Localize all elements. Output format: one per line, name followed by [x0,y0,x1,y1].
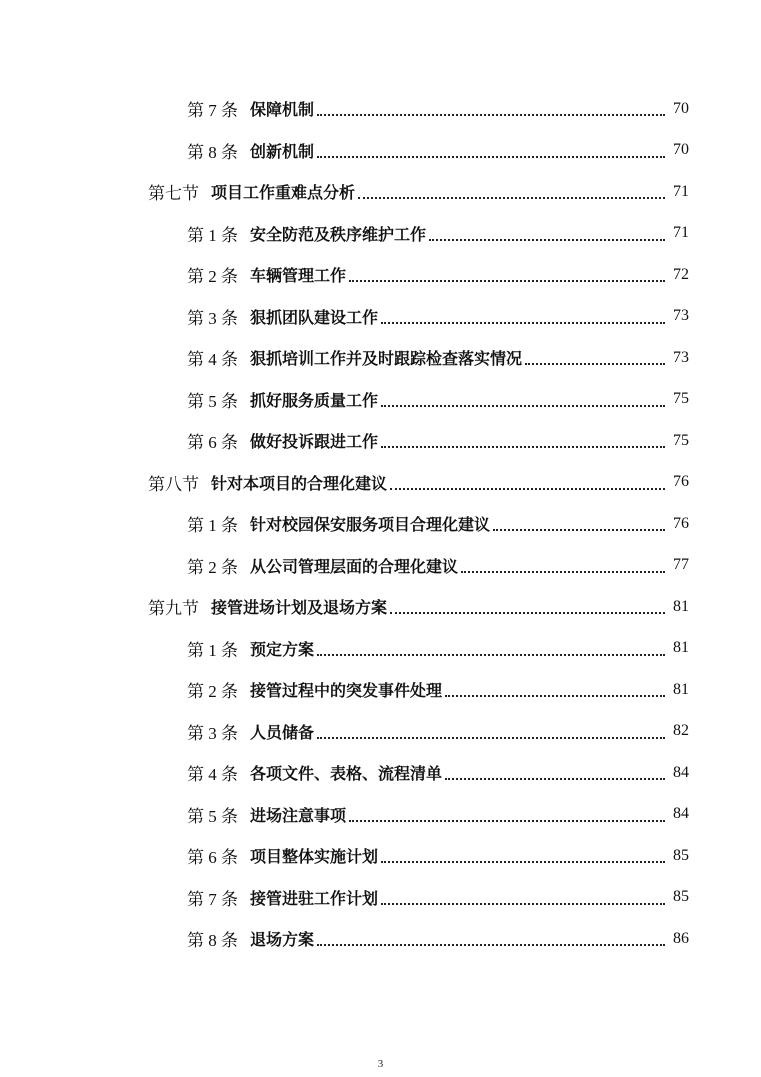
toc-entry[interactable] [0,171,761,213]
toc-entry-number: 第 3 条 [187,723,238,743]
toc-entry[interactable] [0,545,761,587]
toc-entry-title: 接管进场计划及退场方案 [211,598,388,618]
toc-entry[interactable] [0,379,761,421]
dot-leader [381,404,665,407]
toc-entry[interactable] [0,752,761,794]
toc-entry-page: 81 [673,597,689,615]
toc-entry-page: 85 [673,846,689,864]
dot-leader [317,943,665,946]
dot-leader [317,736,665,739]
toc-entry-number: 第 2 条 [187,682,238,702]
toc-entry-page: 71 [673,224,689,242]
toc-entry-number: 第八节 [148,474,199,494]
dot-leader [381,321,665,324]
toc-entry-number: 第 1 条 [187,640,238,660]
toc-entry[interactable] [0,918,761,960]
toc-entry-page: 85 [673,888,689,906]
dot-leader [381,445,665,448]
toc-entry-title: 狠抓团队建设工作 [250,307,379,327]
toc-entry[interactable] [0,213,761,255]
toc-entry-page: 76 [673,514,689,532]
toc-entry-title: 从公司管理层面的合理化建议 [250,556,459,576]
toc-entry-title: 针对本项目的合理化建议 [211,473,388,493]
dot-leader [317,113,665,116]
toc-entry-title: 针对校园保安服务项目合理化建议 [250,515,491,535]
toc-entry[interactable] [0,296,761,338]
toc-entry-page: 77 [673,556,689,574]
toc-entry-title: 安全防范及秩序维护工作 [250,224,427,244]
toc-entry-number: 第 8 条 [187,931,238,951]
toc-entry[interactable] [0,835,761,877]
toc-entry-number: 第 5 条 [187,391,238,411]
toc-entry-number: 第 7 条 [187,889,238,909]
toc-entry-page: 73 [673,348,689,366]
dot-leader [381,860,665,863]
toc-entry-page: 71 [673,182,689,200]
toc-entry-number: 第 2 条 [187,267,238,287]
dot-leader [358,196,665,199]
toc-entry-title: 抓好服务质量工作 [250,390,379,410]
toc-entry[interactable] [0,877,761,919]
dot-leader [525,362,665,365]
toc-entry-title: 创新机制 [250,141,315,161]
toc-entry[interactable] [0,254,761,296]
toc-entry[interactable] [0,130,761,172]
dot-leader [349,279,665,282]
toc-entry-page: 86 [673,929,689,947]
toc-entry[interactable] [0,420,761,462]
toc-entry-title: 接管进驻工作计划 [250,888,379,908]
table-of-contents [0,88,761,960]
dot-leader [349,819,665,822]
toc-entry-page: 75 [673,390,689,408]
toc-entry[interactable] [0,88,761,130]
dot-leader [381,902,665,905]
dot-leader [317,653,665,656]
toc-entry[interactable] [0,462,761,504]
toc-entry-title: 进场注意事项 [250,805,347,825]
toc-entry-title: 狠抓培训工作并及时跟踪检查落实情况 [250,349,523,369]
toc-entry-page: 70 [673,141,689,159]
toc-entry-page: 72 [673,265,689,283]
toc-entry-number: 第七节 [148,184,199,204]
toc-entry-number: 第 5 条 [187,806,238,826]
toc-entry[interactable] [0,711,761,753]
dot-leader [429,238,665,241]
toc-entry[interactable] [0,337,761,379]
toc-entry-title: 项目工作重难点分析 [211,183,356,203]
toc-entry-number: 第 8 条 [187,142,238,162]
toc-entry-number: 第九节 [148,599,199,619]
toc-entry-page: 81 [673,680,689,698]
toc-entry-title: 预定方案 [250,639,315,659]
toc-entry-page: 70 [673,99,689,117]
dot-leader [493,528,665,531]
toc-entry-title: 接管过程中的突发事件处理 [250,681,443,701]
dot-leader [390,487,665,490]
toc-entry-number: 第 4 条 [187,350,238,370]
toc-entry-page: 84 [673,805,689,823]
page-number: 3 [377,1058,384,1070]
toc-entry-title: 人员储备 [250,722,315,742]
toc-entry[interactable] [0,628,761,670]
toc-entry-page: 82 [673,722,689,740]
toc-entry-number: 第 3 条 [187,308,238,328]
toc-entry-number: 第 1 条 [187,225,238,245]
dot-leader [390,611,665,614]
toc-entry[interactable] [0,586,761,628]
toc-entry-number: 第 7 条 [187,101,238,121]
toc-entry-page: 73 [673,307,689,325]
toc-entry-page: 84 [673,763,689,781]
toc-entry-number: 第 1 条 [187,516,238,536]
toc-entry-title: 做好投诉跟进工作 [250,432,379,452]
toc-entry-page: 81 [673,639,689,657]
toc-entry-number: 第 2 条 [187,557,238,577]
toc-entry-number: 第 4 条 [187,765,238,785]
toc-entry[interactable] [0,669,761,711]
toc-entry-title: 各项文件、表格、流程清单 [250,764,443,784]
toc-entry-number: 第 6 条 [187,848,238,868]
dot-leader [317,155,665,158]
toc-entry-title: 退场方案 [250,930,315,950]
dot-leader [461,570,665,573]
toc-entry-page: 75 [673,431,689,449]
toc-entry-title: 保障机制 [250,100,315,120]
dot-leader [445,777,665,780]
toc-entry-number: 第 6 条 [187,433,238,453]
toc-entry-title: 项目整体实施计划 [250,847,379,867]
toc-entry[interactable] [0,503,761,545]
dot-leader [445,694,665,697]
toc-entry-title: 车辆管理工作 [250,266,347,286]
toc-entry-page: 76 [673,473,689,491]
toc-entry[interactable] [0,794,761,836]
